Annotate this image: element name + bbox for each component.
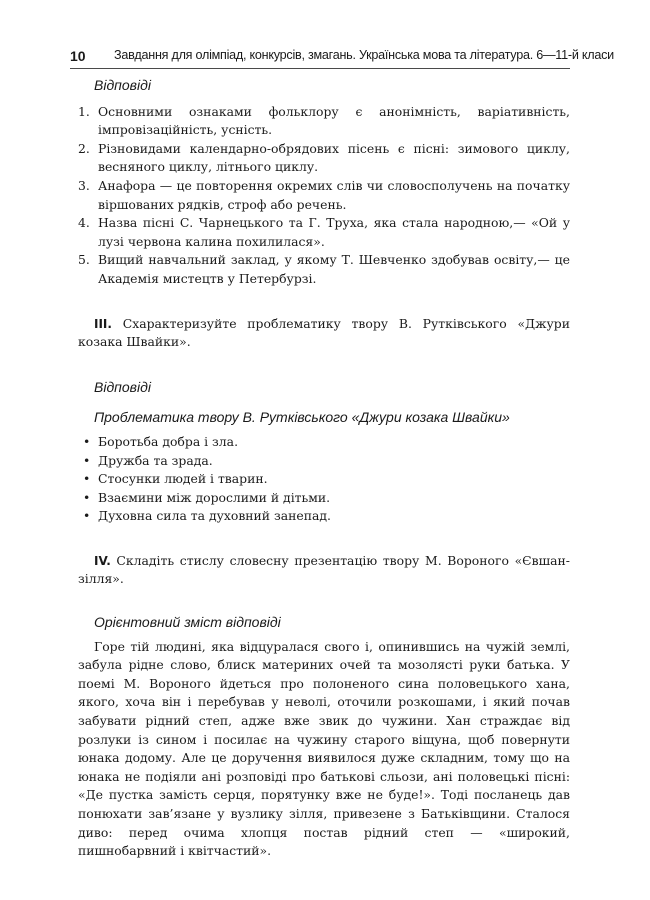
answer-number: 4.	[78, 215, 90, 231]
answer-outline-heading: Орієнтовний зміст відповіді	[94, 614, 281, 631]
problematics-list	[78, 433, 570, 526]
problematics-subheading: Проблематика твору В. Рутківського «Джури козака Швайки»	[94, 409, 510, 426]
task-4	[78, 552, 570, 589]
answer-text: Основними ознаками фольклору є анонімність, варіативність, імпровізаційність, усність.	[98, 103, 570, 138]
task-3-numeral: III.	[94, 316, 112, 331]
running-header	[70, 44, 614, 69]
bullet-icon: •	[83, 508, 91, 524]
answer-item	[78, 103, 570, 140]
answer-item	[78, 214, 570, 251]
running-title: Завдання для олімпіад, конкурсів, змагань. Українська мова та література. 6—11-й класи	[114, 48, 614, 62]
list-item-text: Дружба та зрада.	[98, 452, 213, 468]
answer-item	[78, 140, 570, 177]
list-item	[78, 433, 570, 452]
page-content	[78, 76, 570, 861]
task-4-numeral: IV.	[94, 553, 111, 568]
answer-text: Анафора — це повторення окремих слів чи словосполучень на початку віршованих рядків, строф або речень.	[98, 177, 570, 212]
answers-list	[78, 103, 570, 289]
answer-text: Назва пісні С. Чарнецького та Г. Труха, яка стала народною,— «Ой у лузі червона калина похилилася».	[98, 215, 570, 249]
bullet-icon: •	[83, 433, 91, 449]
bullet-icon: •	[83, 452, 91, 468]
list-item	[78, 489, 570, 508]
list-item	[78, 507, 570, 526]
list-item	[78, 470, 570, 489]
answer-number: 3.	[78, 177, 90, 193]
list-item-text: Стосунки людей і тварин.	[98, 471, 268, 487]
answer-number: 2.	[78, 140, 90, 156]
answers-heading: Відповіді	[94, 77, 151, 93]
list-item-text: Боротьба добра і зла.	[98, 433, 239, 449]
answer-paragraph: Горе тій людині, яка відцуралася свого і, опинившись на чужій землі, забула рідне слово, блиск материних очей та мозолясті руки батька. У поемі М. Вороного йдеться про полоненого сина половецького хана, якого, хоча він і перебував у неволі, оточили розкошами, і який почав забувати рідний степ, адже вже звик до чужини. Хан страждає від розлуки із сином і посилає на чужину старого віщуна, щоб повернути юнака додому. Але це доручення виявилося дуже складним, тому що на юнака не подіяли ані розповіді про батькові сльози, ані половецькі пісні: «Де пустка замість серця, порятунку вже не буде!». Тоді посланець дав понюхати зав’язане у вузлику зілля, привезене з Батьківщини. Сталося диво: перед очима хлопця постав рідний степ — «широкий, пишнобарвний і квітчастий».	[78, 638, 570, 859]
answer-item	[78, 177, 570, 214]
answer-text: Вищий навчальний заклад, у якому Т. Шевченко здобував освіту,— це Академія мистецтв у Петербурзі.	[98, 252, 570, 286]
bullet-icon: •	[83, 471, 91, 487]
list-item-text: Духовна сила та духовний занепад.	[98, 508, 331, 524]
bullet-icon: •	[83, 489, 91, 505]
list-item	[78, 452, 570, 471]
page-number: 10	[70, 48, 86, 64]
answer-number: 5.	[78, 252, 90, 268]
task-4-text: Складіть стислу словесну презентацію твору М. Вороного «Євшан-зілля».	[78, 552, 570, 587]
answer-text: Різновидами календарно-обрядових пісень є пісні: зимового циклу, весняного циклу, літнього циклу.	[98, 140, 570, 175]
list-item-text: Взаємини між дорослими й дітьми.	[98, 489, 331, 505]
answer-item	[78, 251, 570, 288]
answer-number: 1.	[78, 103, 90, 119]
task-3-text: Схарактеризуйте проблематику твору В. Рутківського «Джури козака Швайки».	[78, 315, 570, 350]
task-3	[78, 315, 570, 352]
answers-heading-2: Відповіді	[94, 378, 151, 395]
